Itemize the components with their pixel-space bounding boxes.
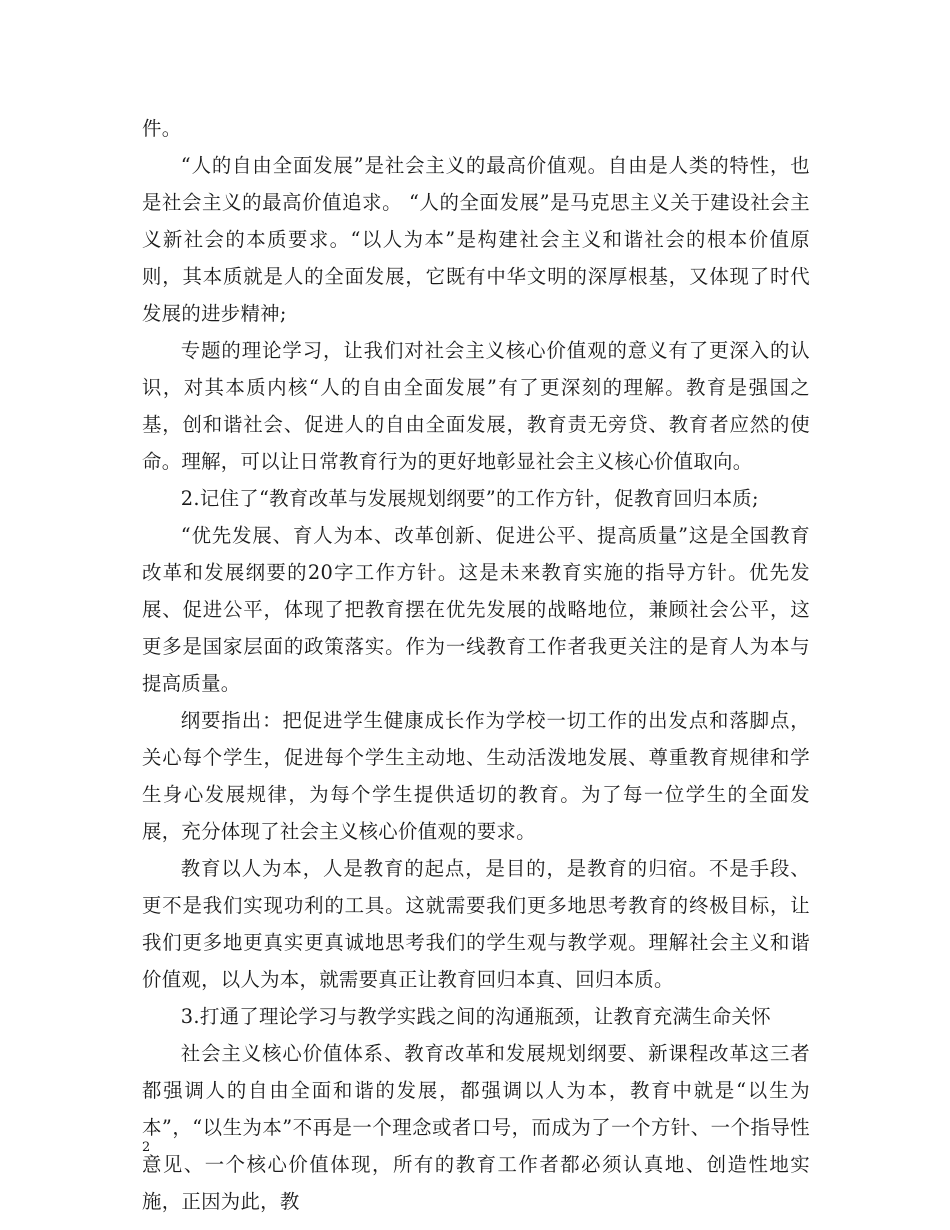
- paragraph: 纲要指出：把促进学生健康成长作为学校一切工作的出发点和落脚点，关心每个学生，促进每个学生主动地、生动活泼地发展、尊重教育规律和学生身心发展规律，为每个学生提供适切的教育。为了每一位学生的全面发展，充分体现了社会主义核心价值观的要求。: [142, 709, 810, 843]
- page-number: 2: [142, 1140, 151, 1155]
- paragraph: “人的自由全面发展”是社会主义的最高价值观。自由是人类的特性，也是社会主义的最高价值追求。 “人的全面发展”是马克思主义关于建设社会主义新社会的本质要求。“以人为本”是构建社会主义和谐社会的根本价值原则，其本质就是人的全面发展，它既有中华文明的深厚根基，又体现了时代发展的进步精神;: [142, 154, 810, 325]
- document-body: [142, 110, 810, 1220]
- section-heading: 3.打通了理论学习与教学实践之间的沟通瓶颈，让教育充满生命关怀: [180, 1005, 771, 1028]
- section-heading: 2.记住了“教育改革与发展规划纲要”的工作方针，促教育回归本质;: [180, 487, 759, 510]
- paragraph: “优先发展、育人为本、改革创新、促进公平、提高质量”这是全国教育改革和发展纲要的20字工作方针。这是未来教育实施的指导方针。优先发展、促进公平，体现了把教育摆在优先发展的战略地位，兼顾社会公平，这更多是国家层面的政策落实。作为一线教育工作者我更关注的是育人为本与提高质量。: [142, 524, 810, 695]
- paragraph: 教育以人为本，人是教育的起点，是目的，是教育的归宿。不是手段、更不是我们实现功利的工具。这就需要我们更多地思考教育的终极目标，让我们更多地更真实更真诚地思考我们的学生观与教学观。理解社会主义和谐价值观，以人为本，就需要真正让教育回归本真、回归本质。: [142, 857, 810, 991]
- paragraph: 社会主义核心价值体系、教育改革和发展规划纲要、新课程改革这三者都强调人的自由全面和谐的发展，都强调以人为本，教育中就是“以生为本”，“以生为本”不再是一个理念或者口号，而成为了一个方针、一个指导性意见、一个核心价值体现，所有的教育工作者都必须认真地、创造性地实施，正因为此，教: [142, 1042, 810, 1213]
- paragraph: 专题的理论学习，让我们对社会主义核心价值观的意义有了更深入的认识，对其本质内核“人的自由全面发展”有了更深刻的理解。教育是强国之基，创和谐社会、促进人的自由全面发展，教育责无旁贷、教育者应然的使命。理解，可以让日常教育行为的更好地彰显社会主义核心价值取向。: [142, 339, 810, 473]
- paragraph-continuation: 件。: [142, 117, 182, 140]
